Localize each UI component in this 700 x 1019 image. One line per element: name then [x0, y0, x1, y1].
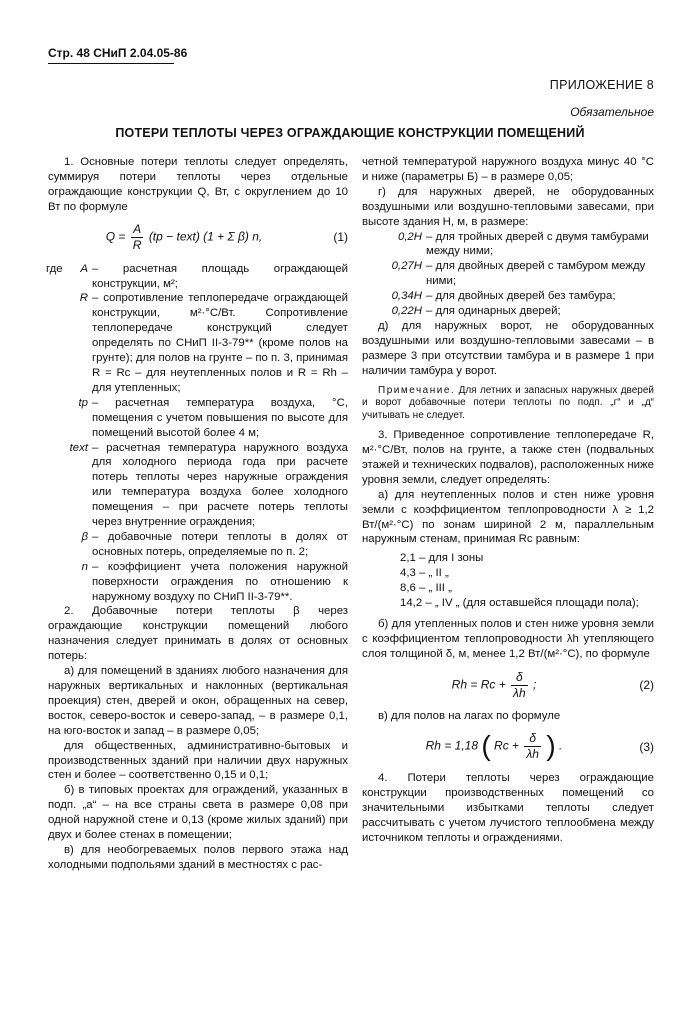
- definition-item: [48, 396, 348, 441]
- formula-2: [362, 665, 654, 705]
- definition-item: [48, 441, 348, 530]
- formula-3-denominator: λh: [526, 747, 539, 762]
- formula-3-number: (3): [639, 739, 654, 754]
- formula-3-inner: Rc +: [494, 739, 520, 754]
- formula-1-rest: (tp − text) (1 + Σ β) n,: [148, 229, 263, 244]
- door-item: [362, 230, 654, 260]
- formula-3-tail: .: [559, 739, 563, 754]
- door-text: – для двойных дверей с тамбуром между ними;: [426, 260, 646, 288]
- definition-symbol: n: [81, 560, 88, 573]
- note: [362, 385, 654, 423]
- zone-values: [400, 551, 654, 611]
- door-coefficients: [362, 230, 654, 319]
- definition-text: – добавочные потери теплоты в долях от основных потерь, определяемые по п. 2;: [92, 530, 348, 558]
- paragraph-2c-continued: четной температурой наружного воздуха минус 40 °С и ниже (параметры Б) – в размере 0,05;: [362, 156, 654, 183]
- formula-3: [362, 727, 654, 767]
- formula-1-fraction: [131, 222, 144, 253]
- formula-1-denominator: R: [132, 238, 142, 253]
- paragraph-2c: в) для необогреваемых полов первого этажа над холодными подпольями зданий в местностях с рас-: [48, 843, 348, 871]
- door-item: [362, 289, 654, 304]
- paragraph-2: 2. Добавочные потери теплоты β через ограждающие конструкции помещений любого назначения следует принимать в долях от основных потерь:: [48, 605, 348, 663]
- formula-1-numerator: A: [131, 222, 144, 238]
- paragraph-3b: б) для утепленных полов и стен ниже уровня земли с коэффициентом теплопроводности λh утепляющего слоя толщиной δ, м, менее 1,2 Вт/(м²·°С), по формуле: [362, 618, 654, 661]
- formula-3-close-paren: ): [546, 730, 556, 762]
- paragraph-3c: в) для полов на лагах по формуле: [378, 710, 561, 723]
- door-text: – для одинарных дверей;: [426, 305, 561, 318]
- door-item: [362, 304, 654, 319]
- header-underline: [48, 63, 174, 64]
- formula-2-body: [362, 670, 626, 701]
- formula-2-fraction: [511, 670, 528, 701]
- definition-item: [48, 560, 348, 605]
- definition-symbol: A: [80, 262, 88, 275]
- paragraph-3a: а) для неутепленных полов и стен ниже уровня земли с коэффициентом теплопроводности λ ≥ 1,2 Вт/(м²·°С) по зонам шириной 2 м, параллельным наружным стенам, принимая Rc равным:: [362, 488, 654, 546]
- section-title: ПОТЕРИ ТЕПЛОТЫ ЧЕРЕЗ ОГРАЖДАЮЩИЕ КОНСТРУКЦИИ ПОМЕЩЕНИЙ: [115, 126, 585, 140]
- paragraph-2b: б) в типовых проектах для ограждений, указанных в подп. „а“ – на все страны света в размере 0,08 при одной наружной стене и 0,13 (кроме жилых зданий) при двух и более стенах в помещении;: [48, 784, 348, 842]
- definition-text: – сопротивление теплопередаче ограждающей конструкции, м²·°С/Вт. Сопротивление теплопередаче конструкций следует определять по СНиП II-3-79** (кроме полов на грунте); для полов на грунте – по п. 3, принимая R = Rc – для неутепленных полов и R = Rh – для утепленных;: [92, 292, 349, 394]
- definition-text: – расчетная температура воздуха, °С, помещения с учетом повышения по высоте для помещений высотой более 4 м;: [92, 396, 348, 439]
- paragraph-2a: а) для помещений в зданиях любого назначения для наружных вертикальных и наклонных (вертикальная проекция) стен, дверей и окон, обращенных на север, восток, северо-восток и северо-запад, – в размере 0,1, на юго-восток и запад – в размере 0,05;: [48, 665, 348, 737]
- formula-3-open-paren: (: [481, 730, 491, 762]
- paragraph-2a-public: для общественных, административно-бытовых и производственных зданий при наличии двух наружных стен и более – соответственно 0,15 и 0,1;: [48, 739, 348, 782]
- zone-item: 8,6 – „ III „: [400, 582, 452, 595]
- formula-3-lhs: Rh = 1,18: [425, 739, 479, 754]
- definition-item: [48, 530, 348, 560]
- paragraph-2d: г) для наружных дверей, не оборудованных воздушными или воздушно-тепловыми завесами, при высоте здания H, м, в размере:: [362, 185, 654, 228]
- appendix-label: ПРИЛОЖЕНИЕ 8: [549, 78, 654, 92]
- zone-item: 4,3 – „ II „: [400, 567, 449, 580]
- note-text: Для летних и запасных наружных дверей и ворот добавочные потери теплоты по подп. „г“ и „д“ учитывать не следует.: [362, 384, 655, 421]
- page-header: Стр. 48 СНиП 2.04.05-86: [48, 46, 188, 60]
- paragraph-1: 1. Основные потери теплоты следует определять, суммируя потери теплоты через отдельные ограждающие конструкции Q, Вт, с округлением до 10 Вт по формуле: [48, 156, 348, 213]
- door-item: [362, 259, 654, 289]
- appendix-status: Обязательное: [570, 105, 654, 119]
- definition-text: – расчетная температура наружного воздуха для холодного периода года при расчете потерь теплоты через наружные ограждения или температура воздуха более холодного помещения – при расчете потерь теплоты через внутренние ограждения;: [92, 441, 348, 529]
- formula-1-lhs: Q =: [105, 229, 126, 244]
- where-label: где: [46, 262, 63, 275]
- formula-2-lhs: Rh = Rc +: [451, 677, 506, 692]
- zone-item: 14,2 – „ IV „ (для оставшейся площади пола);: [400, 597, 639, 610]
- left-column: [48, 155, 348, 873]
- formula-1: [48, 218, 348, 258]
- definition-symbol: R: [79, 292, 88, 305]
- formula-2-number: (2): [639, 677, 654, 692]
- definition-symbol: tp: [78, 396, 88, 409]
- formula-2-tail: ;: [532, 677, 537, 692]
- formula-1-number: (1): [333, 230, 348, 245]
- definition-text: – коэффициент учета положения наружной поверхности ограждения по отношению к наружному воздуху по СНиП II-3-79**.: [92, 560, 348, 603]
- definition-list: [48, 262, 348, 605]
- formula-3-fraction: [524, 731, 541, 762]
- definition-item: [48, 262, 348, 292]
- formula-3-body: [362, 731, 626, 762]
- formula-3-numerator: δ: [524, 731, 541, 747]
- definition-symbol: text: [69, 441, 88, 454]
- note-label: Примечание.: [378, 384, 456, 396]
- paragraph-4: 4. Потери теплоты через ограждающие конструкции производственных помещений со значительными избытками теплоты следует рассчитывать с учетом лучистого теплообмена между источником теплоты и ограждениями.: [362, 771, 654, 844]
- door-text: – для двойных дверей без тамбура;: [426, 290, 616, 303]
- formula-1-body: [48, 222, 320, 253]
- door-value: 0,2H: [397, 230, 422, 243]
- paragraph-2e: д) для наружных ворот, не оборудованных воздушными или воздушно-тепловыми завесами – в размере 3 при отсутствии тамбура и в размере 1 при наличии тамбура у ворот.: [362, 319, 654, 377]
- door-value: 0,27H: [391, 260, 422, 273]
- door-text: – для тройных дверей с двумя тамбурами между ними;: [426, 230, 649, 258]
- paragraph-3: 3. Приведенное сопротивление теплопередаче R, м²·°С/Вт, полов на грунте, а также стен (подвальных этажей и технических подвалов), расположенных ниже уровня земли, следует определять:: [362, 429, 654, 486]
- zone-item: 2,1 – для I зоны: [400, 552, 484, 565]
- formula-2-numerator: δ: [511, 670, 528, 686]
- door-value: 0,22H: [391, 305, 422, 318]
- door-value: 0,34H: [391, 290, 422, 303]
- formula-2-denominator: λh: [513, 685, 526, 700]
- definition-symbol: β: [81, 530, 88, 543]
- definition-item: [48, 291, 348, 395]
- right-column: [362, 155, 654, 846]
- definition-text: – расчетная площадь ограждающей конструкции, м²;: [92, 262, 348, 290]
